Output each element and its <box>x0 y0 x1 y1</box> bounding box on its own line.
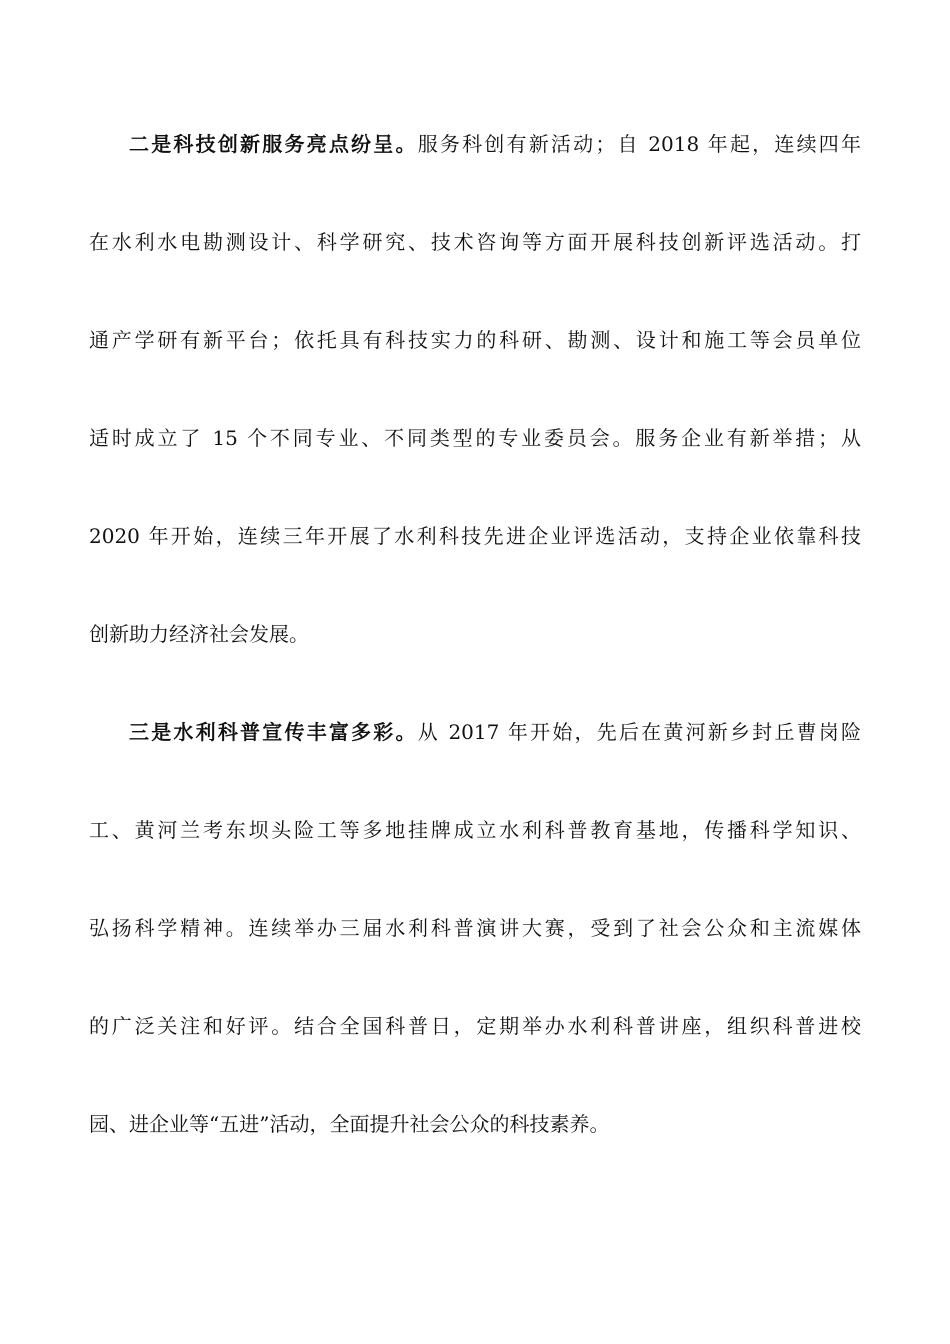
paragraph-line: 通产学研有新平台；依托具有科技实力的科研、勘测、设计和施工等会员单位 <box>89 328 861 352</box>
document-body <box>89 128 861 1206</box>
paragraph-line <box>89 128 861 160</box>
paragraph-line: 弘扬科学精神。连续举办三届水利科普演讲大赛，受到了社会公众和主流媒体 <box>89 916 861 940</box>
paragraph-line: 适时成立了 15 个不同专业、不同类型的专业委员会。服务企业有新举措；从 <box>89 426 861 450</box>
paragraph-tech-innovation <box>89 128 861 650</box>
paragraph-line: 创新助力经济社会发展。 <box>89 622 309 646</box>
paragraph-line: 2020 年开始，连续三年开展了水利科技先进企业评选活动，支持企业依靠科技 <box>89 524 861 548</box>
paragraph-line <box>89 716 861 748</box>
paragraph-line-text: 从 2017 年开始，先后在黄河新乡封丘曹岗险 <box>417 720 862 744</box>
paragraph-line: 的广泛关注和好评。结合全国科普日，定期举办水利科普讲座，组织科普进校 <box>89 1014 861 1038</box>
paragraph-line: 工、黄河兰考东坝头险工等多地挂牌成立水利科普教育基地，传播科学知识、 <box>89 818 861 842</box>
paragraph-line: 在水利水电勘测设计、科学研究、技术咨询等方面开展科技创新评选活动。打 <box>89 230 861 254</box>
paragraph-line: 园、进企业等“五进”活动，全面提升社会公众的科技素养。 <box>89 1112 610 1136</box>
paragraph-line-text: 服务科创有新活动；自 2018 年起，连续四年 <box>417 132 862 156</box>
paragraph-science-popularization <box>89 716 861 1140</box>
paragraph-lead-heading: 二是科技创新服务亮点纷呈。 <box>129 132 418 156</box>
paragraph-lead-heading: 三是水利科普宣传丰富多彩。 <box>129 720 418 744</box>
